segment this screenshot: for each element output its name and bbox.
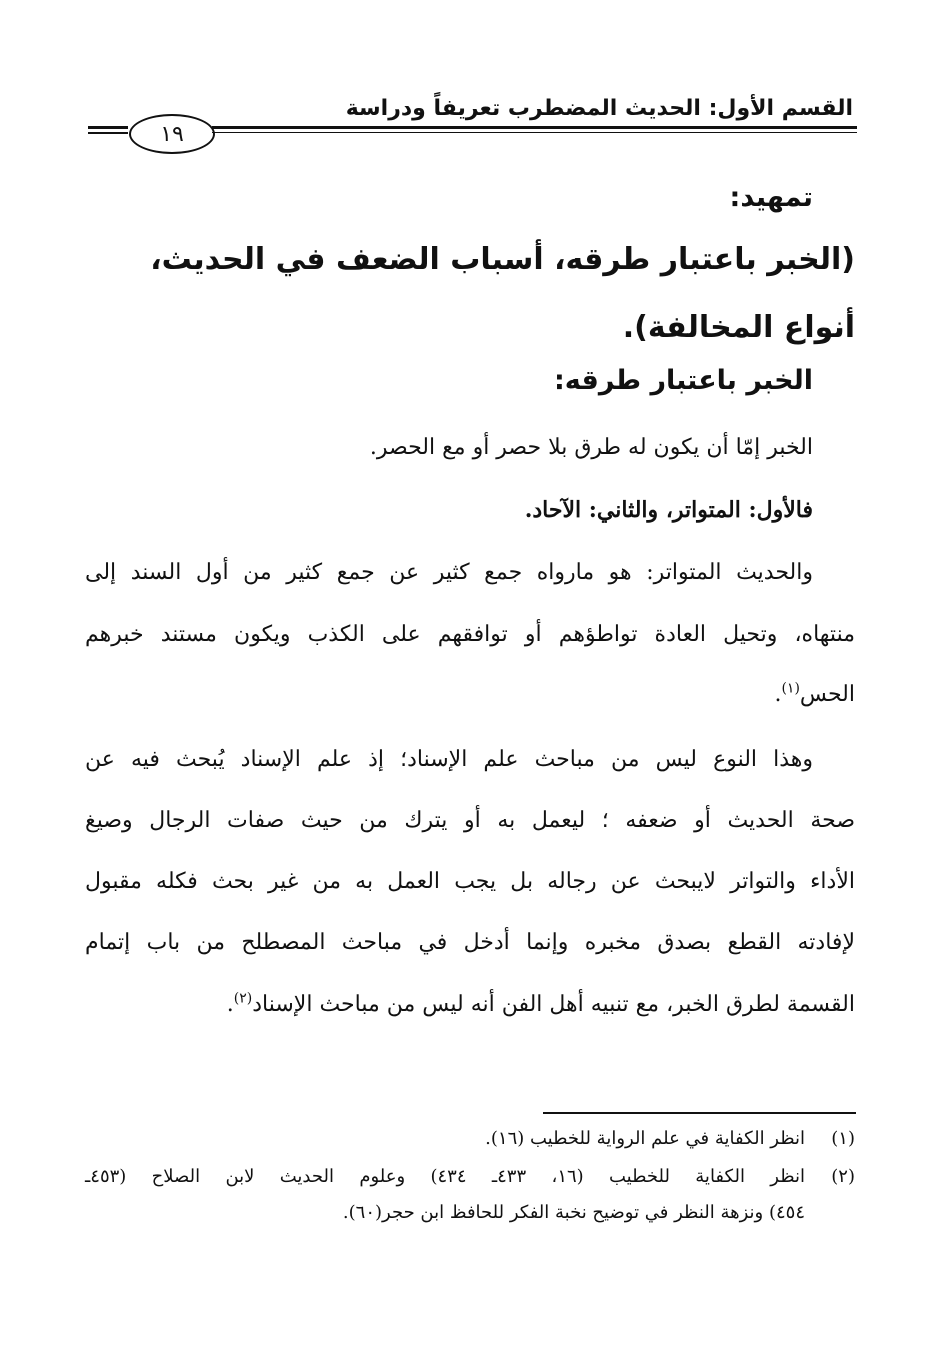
paragraph-3-end: . (774, 682, 782, 707)
paragraph-4-line-1: وهذا النوع ليس من مباحث علم الإسناد؛ إذ علم الإسناد يُبحث فيه عن (85, 747, 813, 772)
subheading-by-routes: الخبر باعتبار طرقه: (554, 365, 813, 396)
paragraph-3-line-3-text: الحس (799, 682, 855, 707)
footnote-1-text: انظر الكفاية في علم الرواية للخطيب (١٦). (485, 1128, 805, 1149)
header-rule-thin (212, 132, 857, 133)
paragraph-1: الخبر إمّا أن يكون له طرق بلا حصر أو مع الحصر. (369, 435, 813, 460)
footnote-marker-2: (٢) (233, 990, 253, 1007)
footnote-marker-1: (١) (781, 680, 800, 697)
paragraph-2: فالأول: المتواتر، والثاني: الآحاد. (524, 497, 813, 523)
paragraph-4-end: . (226, 992, 234, 1017)
paragraph-4-line-5-text: القسمة لطرق الخبر، مع تنبيه أهل الفن أنه ليس من مباحث الإسناد (252, 992, 855, 1017)
heading-topic-line-1: (الخبر باعتبار طرقه، أسباب الضعف في الحديث، (150, 242, 855, 277)
footnote-2-number: (٢) (831, 1166, 855, 1187)
paragraph-4-line-4: لإفادته القطع بصدق مخبره وإنما أدخل في مباحث المصطلح من باب إتمام (85, 930, 855, 955)
paragraph-3-line-1: والحديث المتواتر: هو مارواه جمع كثير عن جمع كثير من أول السند إلى (85, 560, 813, 585)
footnote-2-continued (0, 1200, 943, 1226)
page-number (129, 114, 215, 154)
footnote-separator (543, 1112, 856, 1114)
footnote-1 (0, 1126, 943, 1152)
footnote-2 (0, 1164, 943, 1190)
header-rule-left-bottom (88, 132, 128, 134)
paragraph-3-line-2: منتهاه، وتحيل العادة تواطؤهم أو توافقهم على الكذب ويكون مستند خبرهم (85, 622, 855, 647)
paragraph-4-line-3: الأداء والتواتر لايبحث عن رجاله بل يجب العمل به من غير بحث فكله مقبول (85, 869, 855, 894)
page-number-text: ١٩ (160, 121, 184, 147)
header-rule-thick (212, 126, 857, 129)
running-title: القسم الأول: الحديث المضطرب تعريفاً ودراسة (345, 96, 853, 121)
paragraph-3-line-3 (774, 680, 855, 710)
header-rule-left-top (88, 126, 128, 129)
paragraph-4-line-2: صحة الحديث أو ضعفه ؛ ليعمل به أو يترك من حيث صفات الرجال وصيغ (85, 808, 855, 833)
footnote-2-text-line-2: ٤٥٤) ونزهة النظر في توضيح نخبة الفكر للحافظ ابن حجر(٦٠). (342, 1202, 805, 1223)
footnote-1-number: (١) (831, 1128, 855, 1149)
heading-introduction: تمهيد: (729, 182, 813, 213)
footnote-2-text-line-1: انظر الكفاية للخطيب (١٦، ٤٣٣ـ ٤٣٤) وعلوم الحديث لابن الصلاح (٤٥٣ـ (85, 1166, 805, 1187)
paragraph-4-line-5 (227, 990, 855, 1020)
heading-topic-line-2: أنواع المخالفة). (622, 310, 855, 345)
